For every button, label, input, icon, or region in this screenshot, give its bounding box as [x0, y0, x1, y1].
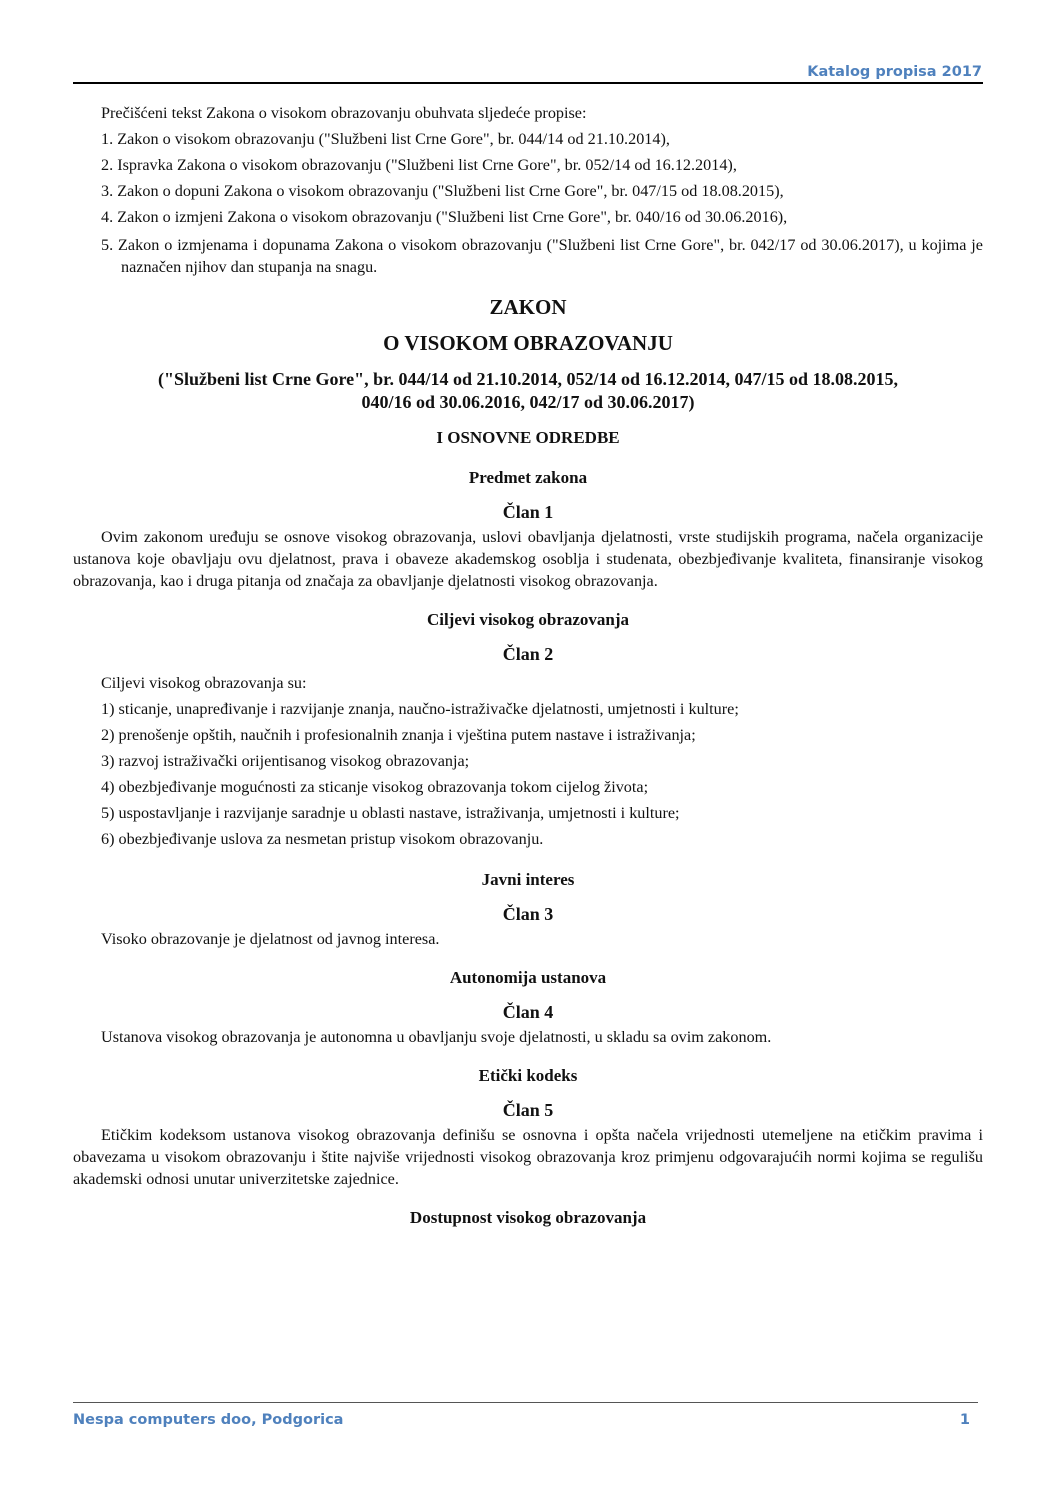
article-2-item-3: 3) razvoj istraživački orijentisanog visokog obrazovanja;	[101, 752, 470, 770]
article-4-heading: Autonomija ustanova	[449, 968, 607, 987]
article-5-heading: Etički kodeks	[478, 1066, 578, 1085]
page-number: 1	[959, 1412, 970, 1428]
intro-lead: Prečišćeni tekst Zakona o visokom obrazovanju obuhvata sljedeće propise:	[101, 104, 587, 122]
law-title: ZAKON	[489, 295, 567, 319]
article-5-number: Član 5	[502, 1100, 554, 1120]
article-2-item-4: 4) obezbjeđivanje mogućnosti za sticanje visokog obrazovanja tokom cijelog života;	[101, 778, 649, 796]
article-1-text: Ovim zakonom uređuju se osnove visokog obrazovanja, uslovi obavljanja djelatnosti, vrste studijskih programa, načela organizacije ustanova koje obavljaju ovu djelatnost, prava i obaveze akademskog osoblja i studenata, obezbjeđivanje kvaliteta, finansiranje visokog obrazovanja, kao i druga pitanja od značaja za obavljanje djelatnosti visokog obrazovanja.	[73, 528, 983, 590]
article-2-item-2: 2) prenošenje opštih, naučnih i profesionalnih znanja i vještina putem nastave i istraživanja;	[101, 726, 696, 744]
header-brand: Katalog propisa 2017	[807, 64, 982, 80]
article-4-text: Ustanova visokog obrazovanja je autonomna u obavljanju svoje djelatnosti, u skladu sa ovim zakonom.	[101, 1028, 772, 1046]
article-4-number: Član 4	[502, 1002, 554, 1022]
intro-item-1: 1. Zakon o visokom obrazovanju ("Službeni list Crne Gore", br. 044/14 od 21.10.2014),	[101, 130, 670, 148]
document-body	[73, 100, 983, 1230]
article-3-number: Član 3	[502, 904, 554, 924]
article-2-number: Član 2	[502, 644, 554, 664]
part-heading: I OSNOVNE ODREDBE	[436, 428, 620, 447]
law-subtitle: O VISOKOM OBRAZOVANJU	[383, 331, 673, 355]
intro-item-4: 4. Zakon o izmjeni Zakona o visokom obrazovanju ("Službeni list Crne Gore", br. 040/16 od 30.06.2016),	[101, 208, 788, 226]
article-1-number: Član 1	[502, 502, 554, 522]
article-2-item-5: 5) uspostavljanje i razvijanje saradnje u oblasti nastave, istraživanja, umjetnosti i kulture;	[101, 804, 680, 822]
article-2-item-6: 6) obezbjeđivanje uslova za nesmetan pristup visokom obrazovanju.	[101, 830, 544, 848]
article-5-text: Etičkim kodeksom ustanova visokog obrazovanja definišu se osnovna i opšta načela vrijednosti utemeljene na etičkim pravima i obavezama u visokom obrazovanju i štite najviše vrijednosti visokog obrazovanja kroz primjenu odgovarajućih normi kojima se regulišu akademski odnosi unutar univerzitetske zajednice.	[73, 1126, 983, 1188]
article-2-heading: Ciljevi visokog obrazovanja	[426, 610, 630, 629]
article-3-text: Visoko obrazovanje je djelatnost od javnog interesa.	[101, 930, 440, 948]
gazette-reference-line-2: 040/16 od 30.06.2016, 042/17 od 30.06.2017)	[361, 392, 695, 412]
article-1-heading: Predmet zakona	[468, 468, 588, 487]
footer-divider	[73, 1402, 978, 1403]
header-divider	[73, 82, 983, 84]
intro-item-3: 3. Zakon o dopuni Zakona o visokom obrazovanju ("Službeni list Crne Gore", br. 047/15 od 18.08.2015),	[101, 182, 784, 200]
article-3-heading: Javni interes	[481, 870, 575, 889]
intro-item-2: 2. Ispravka Zakona o visokom obrazovanju ("Službeni list Crne Gore", br. 052/14 od 16.12.2014),	[101, 156, 737, 174]
article-6-heading: Dostupnost visokog obrazovanja	[409, 1208, 647, 1227]
footer-company: Nespa computers doo, Podgorica	[73, 1412, 344, 1428]
article-2-lead: Ciljevi visokog obrazovanja su:	[101, 674, 307, 692]
intro-item-5: 5. Zakon o izmjenama i dopunama Zakona o visokom obrazovanju ("Službeni list Crne Gore", br. 042/17 od 30.06.2017), u kojima je naznačen njihov dan stupanja na snagu.	[101, 236, 983, 276]
gazette-reference-line-1: ("Službeni list Crne Gore", br. 044/14 od 21.10.2014, 052/14 od 16.12.2014, 047/15 od 18.08.2015,	[157, 369, 899, 389]
article-2-item-1: 1) sticanje, unapređivanje i razvijanje znanja, naučno-istraživačke djelatnosti, umjetnosti i kulture;	[101, 700, 739, 718]
